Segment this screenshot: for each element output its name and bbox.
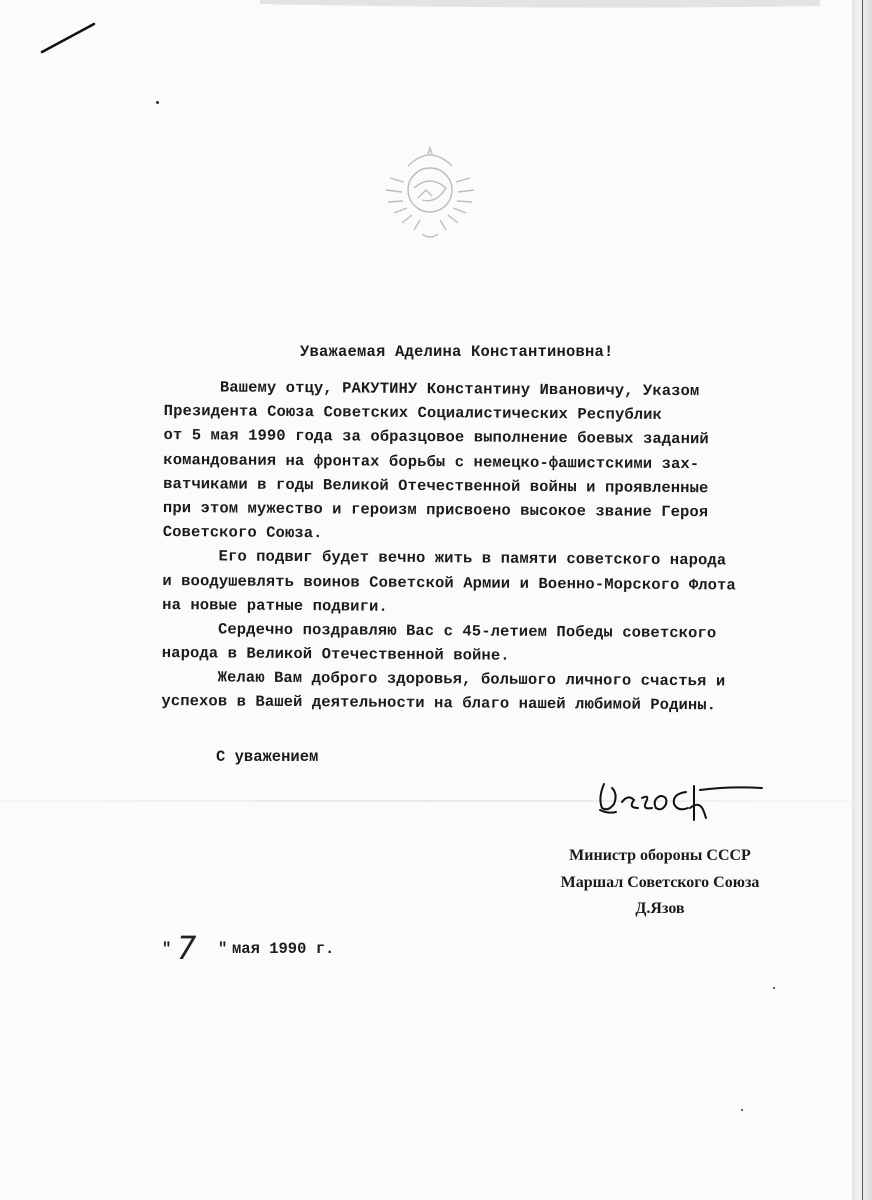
top-edge-shading [260, 0, 820, 10]
scan-speck [156, 101, 159, 104]
date-month-year: мая 1990 г. [232, 940, 335, 958]
date-open-quote: " [162, 940, 172, 958]
paragraph-line: народа в Великой Отечественной войне. [161, 644, 510, 665]
paragraph-line: Советского Союза. [162, 523, 323, 543]
signer-block [535, 843, 785, 923]
scan-speck [773, 987, 775, 989]
letter-body [161, 375, 784, 718]
signer-title: Министр обороны СССР [569, 847, 751, 864]
paragraph-line: и воодушевлять воинов Советской Армии и Военно-Морского Флота [162, 571, 736, 594]
paragraph-line: на новые ратные подвиги. [162, 595, 388, 616]
paragraph-line: успехов в Вашей деятельности на благо нашей любимой Родины. [161, 692, 717, 715]
date-day-handwritten: 7 [171, 929, 201, 967]
signer-name: Д.Язов [635, 900, 685, 917]
paragraph-line: ватчиками в годы Великой Отечественной войны и проявленные [163, 474, 709, 498]
closing: С уважением [216, 748, 319, 766]
paragraph-line: Вашему отцу, РАКУТИНУ Константину Ивановичу, Указом [219, 378, 700, 401]
paragraph-line: командования на фронтах борьбы с немецко-фашистскими зах- [163, 450, 700, 473]
salutation: Уважаемая Аделина Константиновна! [300, 343, 614, 361]
scan-edge-line [862, 0, 863, 1200]
paragraph-line: Сердечно поздравляю Вас с 45-летием Победы советского [217, 620, 717, 643]
letter-date [162, 930, 422, 970]
handwritten-signature [590, 768, 765, 836]
date-close-quote: " [218, 940, 228, 958]
pen-mark [38, 18, 98, 58]
paragraph-line: Его подвиг будет вечно жить в памяти советского народа [218, 547, 727, 570]
paragraph-line: при этом мужество и героизм присвоено высокое звание Героя [162, 498, 709, 522]
signer-rank: Маршал Советского Союза [560, 873, 760, 891]
state-emblem-icon [370, 138, 490, 248]
scan-speck [741, 1109, 743, 1111]
paragraph-line: Желаю Вам доброго здоровья, большого личного счастья и [217, 668, 726, 691]
paragraph-line: от 5 мая 1990 года за образцовое выполнение боевых заданий [163, 426, 709, 449]
paragraph-line: Президента Союза Советских Социалистических Республик [163, 402, 663, 425]
